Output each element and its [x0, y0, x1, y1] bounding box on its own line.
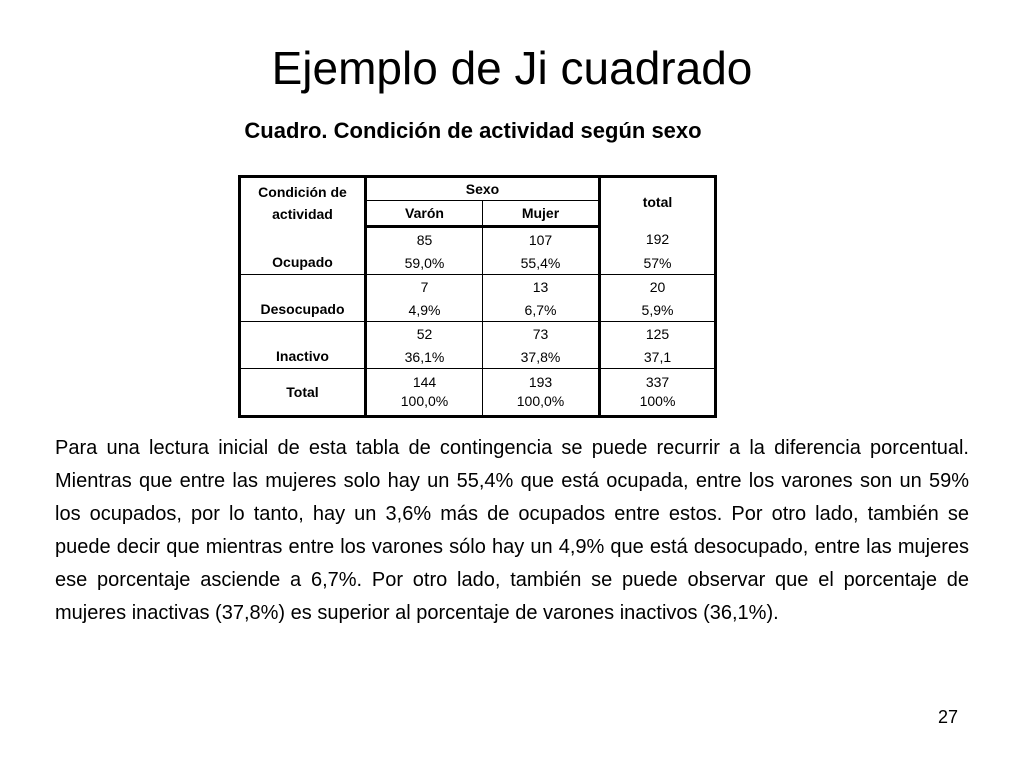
table-row-ocupado-counts [240, 227, 716, 252]
row-label-total: Total [240, 369, 366, 417]
slide-title: Ejemplo de Ji cuadrado [271, 42, 753, 94]
table-row-desocupado-counts [240, 275, 716, 299]
cell-total-total [600, 369, 716, 417]
cell-ocupado-female-percent: 55,4% [483, 251, 600, 275]
explanation-paragraph: Para una lectura inicial de esta tabla de contingencia se puede recurrir a la diferencia porcentual. Mientras que entre las mujeres solo hay un 55,4% que está ocupada, entre los varones son un 59% los ocupados, por lo tanto, hay un 3,6% más de ocupados entre estos. Por otro lado, también se puede decir que mientras entre los varones sólo hay un 4,9% que está desocupado, entre las mujeres ese porcentaje asciende a 6,7%. Por otro lado, también se puede observar que el porcentaje de mujeres inactivas (37,8%) es superior al porcentaje de varones inactivos (36,1%). [55, 437, 969, 624]
row-label-header-line1: Condición de [258, 183, 347, 200]
cell-ocupado-total-count: 192 [645, 230, 670, 247]
cell-inactivo-female-count: 73 [483, 322, 600, 346]
female-column-header: Mujer [483, 201, 600, 227]
cell-ocupado-male-percent: 59,0% [366, 251, 483, 275]
cell-desocupado-male-count: 7 [366, 275, 483, 299]
cell-ocupado-male-count: 85 [366, 227, 483, 252]
cell-ocupado-total-percent: 57% [600, 251, 716, 275]
row-label-header [240, 177, 366, 227]
cell-desocupado-female-count: 13 [483, 275, 600, 299]
cell-total-male-percent: 100,0% [400, 393, 449, 409]
cell-total-female [483, 369, 600, 417]
table-row-inactivo-counts [240, 322, 716, 346]
total-column-header: total [642, 194, 673, 211]
cell-total-female-percent: 100,0% [516, 393, 565, 409]
cell-inactivo-total-count: 125 [645, 325, 670, 342]
table-header-row [240, 177, 716, 201]
cell-inactivo-female-percent: 37,8% [483, 345, 600, 369]
row-label-ocupado: Ocupado [240, 227, 366, 275]
cell-total-total-percent: 100% [639, 393, 676, 409]
cell-desocupado-total-percent: 5,9% [600, 298, 716, 322]
cell-desocupado-total-count: 20 [649, 278, 666, 295]
row-label-desocupado: Desocupado [240, 275, 366, 322]
cell-total-female-count: 193 [528, 374, 553, 390]
cell-ocupado-female-count: 107 [483, 227, 600, 252]
table-caption: Cuadro. Condición de actividad según sexo [244, 118, 702, 143]
row-label-header-line2: actividad [272, 205, 333, 222]
cell-desocupado-male-percent: 4,9% [366, 298, 483, 322]
cell-total-male-count: 144 [412, 374, 437, 390]
cell-inactivo-total-percent: 37,1 [600, 345, 716, 369]
sex-group-header: Sexo [366, 177, 600, 201]
cell-total-total-count: 337 [645, 374, 670, 390]
male-column-header: Varón [366, 201, 483, 227]
cell-total-male [366, 369, 483, 417]
cell-desocupado-female-percent: 6,7% [483, 298, 600, 322]
page-number: 27 [938, 707, 959, 727]
contingency-table [238, 175, 717, 418]
cell-inactivo-male-percent: 36,1% [366, 345, 483, 369]
row-label-inactivo: Inactivo [240, 322, 366, 369]
table-row-total [240, 369, 716, 417]
cell-inactivo-male-count: 52 [366, 322, 483, 346]
